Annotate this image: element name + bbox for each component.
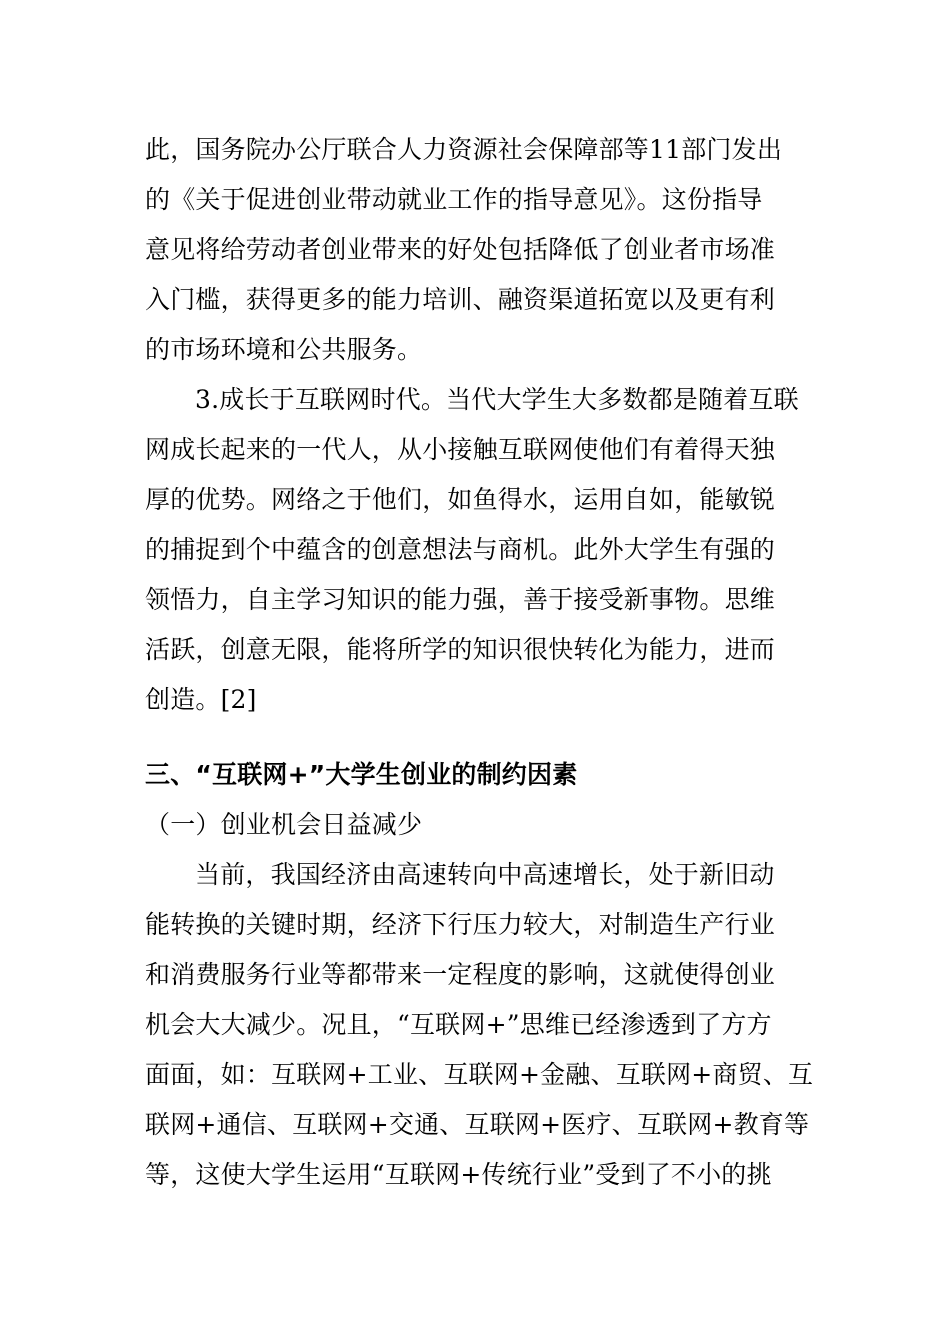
paragraph-line: 联网+通信、互联网+交通、互联网+医疗、互联网+教育等 bbox=[145, 1110, 810, 1139]
paragraph-line: 领悟力，自主学习知识的能力强，善于接受新事物。思维 bbox=[145, 585, 776, 614]
paragraph-line: 创造。[2] bbox=[145, 685, 257, 714]
paragraph-line: 等，这使大学生运用“互联网+传统行业”受到了不小的挑 bbox=[145, 1160, 772, 1189]
paragraph-line: 入门槛，获得更多的能力培训、融资渠道拓宽以及更有利 bbox=[145, 285, 776, 314]
paragraph-line: 此，国务院办公厅联合人力资源社会保障部等11部门发出 bbox=[145, 135, 783, 164]
paragraph-line: 意见将给劳动者创业带来的好处包括降低了创业者市场准 bbox=[145, 235, 776, 264]
paragraph-line: 面面，如：互联网+工业、互联网+金融、互联网+商贸、互 bbox=[145, 1060, 814, 1089]
paragraph-line: 的《关于促进创业带动就业工作的指导意见》。这份指导 bbox=[145, 185, 763, 214]
subsection-heading: （一）创业机会日益减少 bbox=[145, 810, 423, 839]
paragraph-line: 网成长起来的一代人，从小接触互联网使他们有着得天独 bbox=[145, 435, 776, 464]
section-heading: 三、“互联网+”大学生创业的制约因素 bbox=[145, 760, 578, 789]
paragraph-line: 机会大大减少。况且，“互联网+”思维已经渗透到了方方 bbox=[145, 1010, 772, 1039]
paragraph-line: 活跃，创意无限，能将所学的知识很快转化为能力，进而 bbox=[145, 635, 776, 664]
paragraph-line: 和消费服务行业等都带来一定程度的影响，这就使得创业 bbox=[145, 960, 776, 989]
paragraph-line: 3.成长于互联网时代。当代大学生大多数都是随着互联 bbox=[195, 385, 799, 414]
paragraph-line: 能转换的关键时期，经济下行压力较大，对制造生产行业 bbox=[145, 910, 776, 939]
paragraph-line: 的捕捉到个中蕴含的创意想法与商机。此外大学生有强的 bbox=[145, 535, 776, 564]
paragraph-line: 厚的优势。网络之于他们，如鱼得水，运用自如，能敏锐 bbox=[145, 485, 776, 514]
paragraph-line: 的市场环境和公共服务。 bbox=[145, 335, 423, 364]
paragraph-line: 当前，我国经济由高速转向中高速增长，处于新旧动 bbox=[195, 860, 775, 889]
